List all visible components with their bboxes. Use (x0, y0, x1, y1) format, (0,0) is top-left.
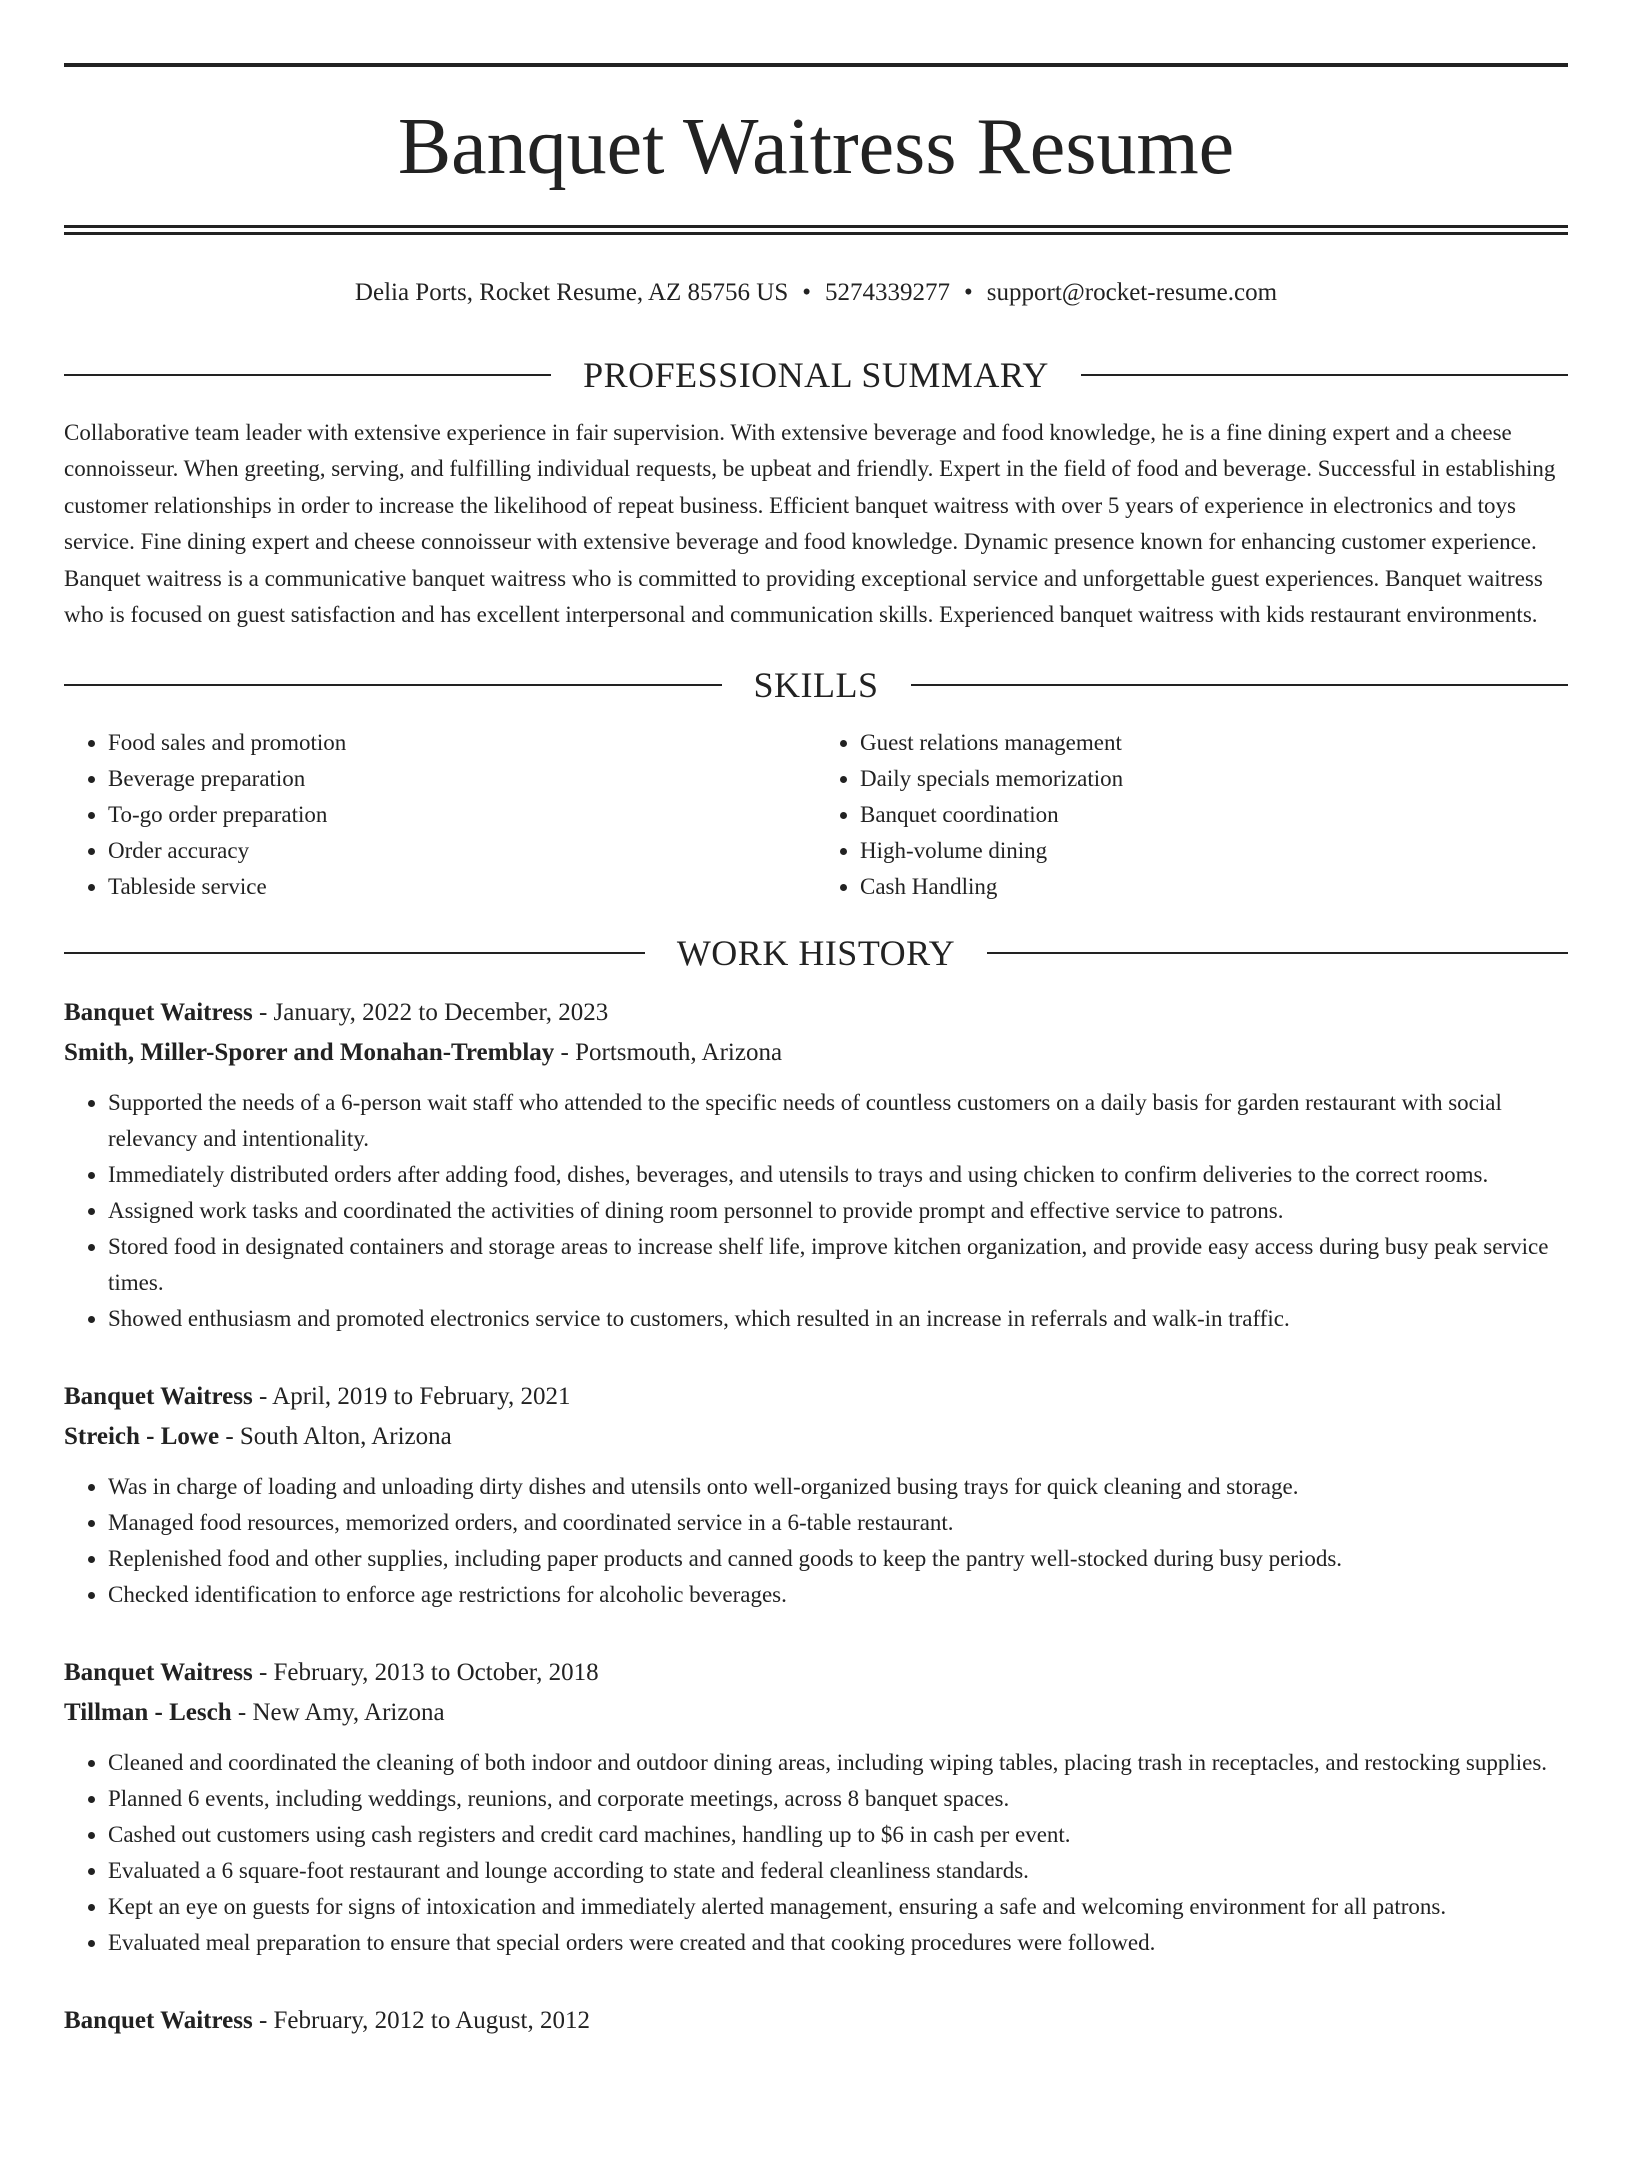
job-bullet: • Managed food resources, memorized orders, and coordinated service in a 6-table restaurant. (108, 1505, 1568, 1541)
skills-list (64, 725, 1568, 905)
summary-heading: PROFESSIONAL SUMMARY (583, 355, 1049, 395)
skills-heading: SKILLS (753, 665, 879, 706)
section-rule (64, 952, 645, 954)
job-entry-4 (64, 2001, 1568, 2041)
job-bullet: • Assigned work tasks and coordinated the activities of dining room personnel to provide prompt and effective service to patrons. (108, 1193, 1568, 1229)
job-location: New Amy, Arizona (252, 1699, 445, 1727)
job-bullet: • Checked identification to enforce age restrictions for alcoholic beverages. (108, 1577, 1568, 1613)
job-location: Portsmouth, Arizona (575, 1039, 783, 1067)
dash: - (252, 999, 274, 1027)
contact-email: support@rocket-resume.com (986, 279, 1278, 306)
job-dates: April, 2019 to February, 2021 (272, 1383, 571, 1411)
job-bullet: • Evaluated meal preparation to ensure that special orders were created and that cooking procedures were followed. (108, 1925, 1568, 1961)
job-title-line (64, 2001, 1568, 2041)
job-bullet: • Showed enthusiasm and promoted electronics service to customers, which resulted in an increase in referrals and walk-in traffic. (108, 1301, 1568, 1337)
job-bullets (64, 1469, 1568, 1613)
job-bullet: • Supported the needs of a 6-person wait staff who attended to the specific needs of countless customers on a daily basis for garden restaurant with social relevancy and intentionality. (108, 1085, 1568, 1157)
dash: - (252, 1659, 274, 1687)
section-rule (64, 374, 551, 376)
skill-item: • Daily specials memorization (860, 761, 1568, 797)
job-entry-2 (64, 1377, 1568, 1613)
top-rule (64, 63, 1568, 67)
skill-item: • Guest relations management (860, 725, 1568, 761)
skill-item: • Food sales and promotion (108, 725, 816, 761)
job-title: Banquet Waitress (64, 2007, 253, 2035)
job-bullet: • Replenished food and other supplies, including paper products and canned goods to keep the pantry well-stocked during busy periods. (108, 1541, 1568, 1577)
job-bullet: • Cashed out customers using cash registers and credit card machines, handling up to $6 in cash per event. (108, 1817, 1568, 1853)
job-bullet: • Stored food in designated containers and storage areas to increase shelf life, improve kitchen organization, and provide easy access during busy peak service times. (108, 1229, 1568, 1301)
resume-title: Banquet Waitress Resume (397, 103, 1235, 191)
job-location: South Alton, Arizona (239, 1423, 452, 1451)
job-dates: February, 2013 to October, 2018 (273, 1659, 599, 1687)
summary-section-header (64, 353, 1568, 397)
skill-item: • Beverage preparation (108, 761, 816, 797)
resume-page (0, 63, 1632, 2041)
job-bullet: • Was in charge of loading and unloading dirty dishes and utensils onto well-organized busing trays for quick cleaning and storage. (108, 1469, 1568, 1505)
section-rule (987, 952, 1568, 954)
job-title: Banquet Waitress (64, 1383, 253, 1411)
job-bullet: • Cleaned and coordinated the cleaning of both indoor and outdoor dining areas, including wiping tables, placing trash in receptacles, and restocking supplies. (108, 1745, 1568, 1781)
skill-item: • To-go order preparation (108, 797, 816, 833)
job-company-line (64, 1417, 1568, 1457)
section-rule (1081, 374, 1568, 376)
job-title-line (64, 993, 1568, 1033)
title-double-rule (64, 225, 1568, 235)
contact-address: Delia Ports, Rocket Resume, AZ 85756 US (354, 279, 789, 306)
skill-item: • Tableside service (108, 869, 816, 905)
work-section-header (64, 931, 1568, 975)
contact-phone: 5274339277 (825, 279, 950, 306)
summary-text: Collaborative team leader with extensive experience in fair supervision. With extensive beverage and food knowledge, he is a fine dining expert and a cheese connoisseur. When greeting, serving, and fulfilling individual requests, be upbeat and friendly. Expert in the field of food and beverage. Successful in establishing customer relationships in order to increase the likelihood of repeat business. Efficient banquet waitress with over 5 years of experience in electronics and toys service. Fine dining expert and cheese connoisseur with extensive beverage and food knowledge. Dynamic presence known for enhancing customer experience. Banquet waitress is a communicative banquet waitress who is committed to providing exceptional service and unforgettable guest experiences. Banquet waitress who is focused on guest satisfaction and has excellent interpersonal and communication skills. Experienced banquet waitress with kids restaurant environments. (64, 420, 1556, 628)
job-bullet: • Evaluated a 6 square-foot restaurant and lounge according to state and federal cleanliness standards. (108, 1853, 1568, 1889)
job-title: Banquet Waitress (64, 999, 253, 1027)
job-company: Tillman - Lesch (64, 1699, 232, 1727)
job-company-line (64, 1693, 1568, 1733)
job-dates: February, 2012 to August, 2012 (273, 2007, 590, 2035)
contact-line (64, 277, 1568, 309)
dash: - (252, 2007, 274, 2035)
job-title-line (64, 1653, 1568, 1693)
job-entry-1 (64, 993, 1568, 1337)
job-entry-3 (64, 1653, 1568, 1961)
dash: - (554, 1039, 576, 1067)
contact-separator: • (964, 279, 973, 306)
job-company-line (64, 1033, 1568, 1073)
job-bullet: • Immediately distributed orders after adding food, dishes, beverages, and utensils to trays and using chicken to confirm deliveries to the correct rooms. (108, 1157, 1568, 1193)
job-company: Streich - Lowe (64, 1423, 220, 1451)
skill-item: • Order accuracy (108, 833, 816, 869)
section-rule (911, 684, 1569, 686)
job-bullet: • Kept an eye on guests for signs of intoxication and immediately alerted management, ensuring a safe and welcoming environment for all patrons. (108, 1889, 1568, 1925)
skills-column-left (64, 725, 816, 905)
dash: - (219, 1423, 240, 1451)
job-bullets (64, 1745, 1568, 1961)
skill-item: • High-volume dining (860, 833, 1568, 869)
skill-item: • Cash Handling (860, 869, 1568, 905)
section-rule (64, 684, 722, 686)
job-bullet: • Planned 6 events, including weddings, reunions, and corporate meetings, across 8 banquet spaces. (108, 1781, 1568, 1817)
contact-separator: • (802, 279, 811, 306)
job-dates: January, 2022 to December, 2023 (273, 999, 609, 1027)
job-bullets (64, 1085, 1568, 1337)
dash: - (252, 1383, 273, 1411)
dash: - (231, 1699, 253, 1727)
job-company: Smith, Miller-Sporer and Monahan-Tremblay (64, 1039, 555, 1067)
skills-column-right (816, 725, 1568, 905)
work-heading: WORK HISTORY (676, 933, 956, 974)
job-title: Banquet Waitress (64, 1659, 253, 1687)
skill-item: • Banquet coordination (860, 797, 1568, 833)
skills-section-header (64, 663, 1568, 707)
job-title-line (64, 1377, 1568, 1417)
